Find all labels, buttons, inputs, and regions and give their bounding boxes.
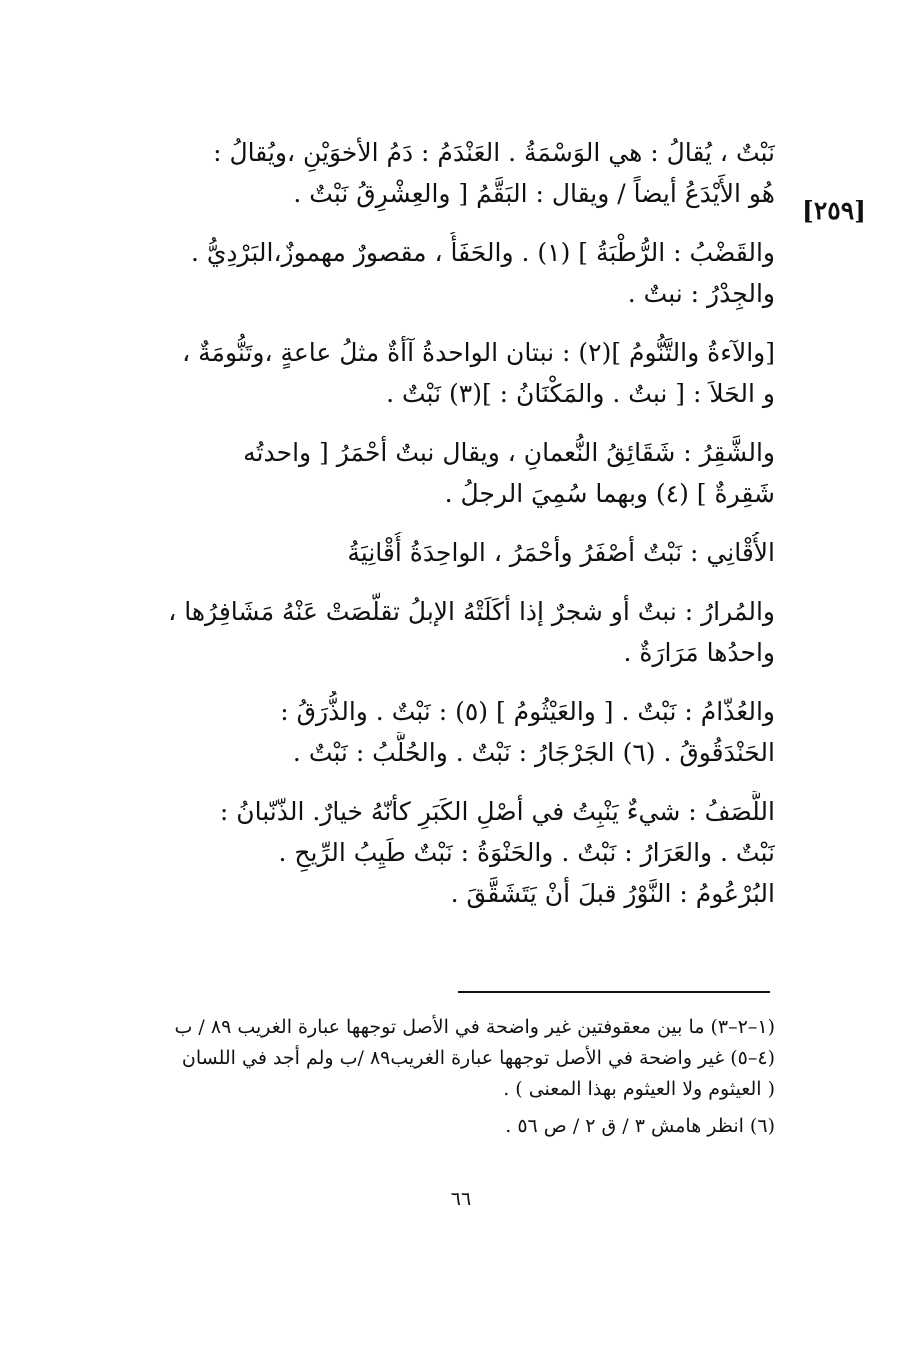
text-line: واحدُها مَرَارَةٌ . — [623, 638, 775, 667]
text-line: والمُرارُ : نبتٌ أو شجرٌ إذا أكَلَتْهُ الإبلُ تقلّصَتْ عَنْهُ مَشَافِرُها ، — [168, 597, 775, 626]
paragraph-5 — [150, 532, 775, 573]
text-line: الأُقْانِي : نَبْتٌ أصْفَرُ وأحْمَرُ ، الواحِدَةُ أُقْانِيَةُ — [347, 538, 775, 567]
paragraph-3 — [150, 332, 775, 414]
footnotes — [150, 1012, 775, 1142]
paragraph-4 — [150, 432, 775, 514]
page-number: ٦٦ — [450, 1188, 472, 1210]
text-line: شَقِرةٌ ] (٤) وبهما سُمِيَ الرجلُ . — [444, 479, 775, 508]
text-line: الحَنْدَقُوقُ . (٦) الجَرْجَارُ : نَبْتٌ . والحُلَّبُ : نَبْتٌ . — [292, 738, 775, 767]
text-line: والعُذّامُ : نَبْتٌ . [ والعَيْثُومُ ] (٥) : نَبْتٌ . والذُّرَقُ : — [280, 697, 775, 726]
footnote: (٦) انظر هامش ٣ / ق ٢ / ص ٥٦ . — [505, 1115, 775, 1137]
text-line: اللَّصَفُ : شيءٌ يَنْبِتُ في أصْلِ الكَبَرِ كأنّهُ خيارٌ. الذّنّبانُ : — [219, 797, 775, 826]
margin-folio-reference: [٢٥٩] — [802, 196, 866, 225]
footnote-divider — [458, 991, 770, 993]
text-line: والقَضْبُ : الرُّطْبَةُ ] (١) . والحَفَأُ ، مقصورٌ مهموزٌ،البَرْدِيُّ . — [190, 238, 775, 267]
text-line: [والآءةُ والتَّنُّومُ ](٢) : نبتان الواحدةُ آأةٌ مثلُ عاعةٍ ،وتَنُّومَةٌ ، — [182, 338, 775, 367]
main-text — [150, 132, 775, 932]
text-line: والجِدْرُ : نبتٌ . — [627, 279, 775, 308]
text-line: البُرْعُومُ : النَّوْرُ قبلَ أنْ يَتَشَقَّقَ . — [450, 879, 775, 908]
paragraph-6 — [150, 591, 775, 673]
footnote-continuation: ( العيثوم ولا العيثوم بهذا المعنى ) . — [503, 1078, 775, 1100]
paragraph-7 — [150, 691, 775, 773]
text-line: نَبْتٌ ، يُقالُ : هي الوَسْمَةُ . العَنْدَمُ : دَمُ الأخوَيْنِ ،ويُقالُ : — [213, 138, 775, 167]
text-line: و الحَلاَ : [ نبتٌ . والمَكْنَانُ : ](٣) نَبْتٌ . — [386, 379, 775, 408]
text-line: والشَّقِرُ : شَقَائِقُ النُّعمانِ ، ويقال نبتٌ أحْمَرُ [ واحدتُه — [243, 438, 775, 467]
footnote: (٤–٥) غير واضحة في الأصل توجهها عبارة الغريب٨٩ /ب ولم أجد في اللسان — [181, 1047, 775, 1069]
footnote: (١–٢–٣) ما بين معقوفتين غير واضحة في الأصل توجهها عبارة الغريب ٨٩ / ب — [174, 1016, 775, 1038]
paragraph-2 — [150, 232, 775, 314]
text-line: نَبْتٌ . والعَرَارُ : نَبْتٌ . والحَنْوَةُ : نَبْتٌ طَيِبُ الرِّيحِ . — [278, 838, 775, 867]
paragraph-1 — [150, 132, 775, 214]
text-line: هُو الأَيْدَعُ أيضاً / ويقال : البَقَّمُ [ والعِشْرِقُ نَبْتٌ . — [293, 179, 775, 208]
paragraph-8 — [150, 791, 775, 914]
